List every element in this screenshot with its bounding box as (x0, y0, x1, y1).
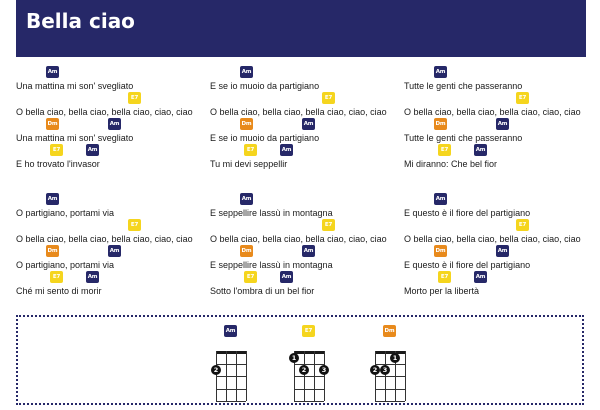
string-line (314, 351, 315, 401)
chord-chip-e7: E7 (128, 219, 141, 231)
chord-chip-e7: E7 (438, 144, 451, 156)
fret-line (216, 389, 246, 390)
chord-chip-e7: E7 (322, 219, 335, 231)
lyric-line (16, 193, 206, 219)
chord-diagram-dm (363, 325, 423, 405)
song-title: Bella ciao (26, 9, 135, 33)
chord-chip-am: Am (280, 271, 293, 283)
fret-line (216, 376, 246, 377)
lyric-line (16, 66, 206, 92)
finger-dot: 2 (370, 365, 380, 375)
lyric-text: E seppellire lassù in montagna (210, 208, 333, 218)
string-line (405, 351, 406, 401)
fretboard-grid (372, 351, 405, 401)
lyric-text: E seppellire lassù in montagna (210, 260, 333, 270)
chord-chip-e7: E7 (516, 92, 529, 104)
chord-chip-am: Am (496, 245, 509, 257)
nut (294, 351, 324, 354)
verse-2 (210, 66, 400, 170)
chord-chip-dm: Dm (46, 245, 59, 257)
lyric-text: Mi diranno: Che bel fior (404, 159, 498, 169)
fret-line (294, 376, 324, 377)
lyric-line (404, 118, 594, 144)
chord-diagram-name: Am (224, 325, 237, 337)
lyric-text: O partigiano, portami via (16, 260, 115, 270)
chord-chip-am: Am (108, 245, 121, 257)
lyric-line (210, 245, 400, 271)
lyric-text: Morto per la libertà (404, 286, 480, 296)
lyric-line (16, 245, 206, 271)
chord-diagram-name: E7 (302, 325, 315, 337)
chord-chip-e7: E7 (516, 219, 529, 231)
chord-chip-am: Am (240, 66, 253, 78)
chord-chip-e7: E7 (50, 271, 63, 283)
lyric-line (404, 144, 594, 170)
lyric-text: O partigiano, portami via (16, 208, 115, 218)
lyric-line (16, 92, 206, 118)
finger-dot: 1 (390, 353, 400, 363)
string-line (216, 351, 217, 401)
lyric-line (16, 118, 206, 144)
lyric-text: Una mattina mi son' svegliato (16, 81, 134, 91)
lyric-text: O bella ciao, bella ciao, bella ciao, ciao, ciao (210, 234, 387, 244)
lyric-line (210, 144, 400, 170)
chord-chip-e7: E7 (128, 92, 141, 104)
string-line (236, 351, 237, 401)
chord-diagram-e7 (282, 325, 342, 405)
lyric-line (210, 219, 400, 245)
chord-chip-am: Am (474, 144, 487, 156)
lyric-line (210, 193, 400, 219)
string-line (304, 351, 305, 401)
chord-chip-e7: E7 (438, 271, 451, 283)
lyric-text: O bella ciao, bella ciao, bella ciao, ciao, ciao (210, 107, 387, 117)
lyric-line (210, 66, 400, 92)
chord-chip-am: Am (108, 118, 121, 130)
nut (375, 351, 405, 354)
fret-line (375, 389, 405, 390)
lyric-text: Sotto l'ombra di un bel fior (210, 286, 315, 296)
lyric-line (404, 193, 594, 219)
chord-chip-e7: E7 (244, 144, 257, 156)
nut (216, 351, 246, 354)
string-line (246, 351, 247, 401)
verse-3 (404, 66, 594, 170)
lyric-text: O bella ciao, bella ciao, bella ciao, ciao, ciao (16, 234, 193, 244)
chord-chip-am: Am (240, 193, 253, 205)
fret-line (375, 401, 405, 402)
lyric-line (16, 271, 206, 297)
chord-chip-am: Am (474, 271, 487, 283)
finger-dot: 2 (211, 365, 221, 375)
verse-1 (16, 66, 206, 170)
fret-line (294, 389, 324, 390)
lyric-text: E questo è il fiore del partigiano (404, 208, 531, 218)
lyric-line (404, 245, 594, 271)
fret-line (375, 364, 405, 365)
chord-diagram-name: Dm (383, 325, 396, 337)
chord-chip-dm: Dm (434, 245, 447, 257)
chord-chip-am: Am (280, 144, 293, 156)
chord-chip-dm: Dm (240, 118, 253, 130)
fret-line (216, 401, 246, 402)
chord-chip-am: Am (496, 118, 509, 130)
fret-line (294, 364, 324, 365)
verse-5 (210, 193, 400, 297)
chord-chip-am: Am (302, 118, 315, 130)
string-line (226, 351, 227, 401)
fretboard-grid (213, 351, 246, 401)
chord-chip-am: Am (434, 193, 447, 205)
chord-chip-am: Am (46, 193, 59, 205)
chord-chip-e7: E7 (244, 271, 257, 283)
fret-line (294, 401, 324, 402)
title-bar (16, 0, 586, 57)
chord-diagram-am (204, 325, 264, 405)
lyric-line (16, 219, 206, 245)
verse-4 (16, 193, 206, 297)
lyric-text: O bella ciao, bella ciao, bella ciao, ciao, ciao (404, 234, 581, 244)
lyric-text: O bella ciao, bella ciao, bella ciao, ciao, ciao (16, 107, 193, 117)
string-line (385, 351, 386, 401)
lyric-line (404, 271, 594, 297)
finger-dot: 3 (319, 365, 329, 375)
lyric-text: E questo è il fiore del partigiano (404, 260, 531, 270)
lyric-text: E ho trovato l'invasor (16, 159, 100, 169)
chord-chip-am: Am (86, 271, 99, 283)
lyric-text: E se io muoio da partigiano (210, 133, 320, 143)
chord-chip-e7: E7 (322, 92, 335, 104)
lyric-text: Ché mi sento di morir (16, 286, 102, 296)
string-line (375, 351, 376, 401)
chord-chip-am: Am (46, 66, 59, 78)
lyric-line (210, 92, 400, 118)
chord-chip-dm: Dm (434, 118, 447, 130)
lyric-text: E se io muoio da partigiano (210, 81, 320, 91)
lyric-line (210, 118, 400, 144)
lyric-line (404, 219, 594, 245)
lyric-text: Tutte le genti che passeranno (404, 81, 523, 91)
fretboard-grid (291, 351, 327, 401)
lyric-line (16, 144, 206, 170)
lyric-text: Tutte le genti che passeranno (404, 133, 523, 143)
lyric-line (404, 66, 594, 92)
lyric-line (210, 271, 400, 297)
chord-chip-e7: E7 (50, 144, 63, 156)
finger-dot: 3 (380, 365, 390, 375)
verse-6 (404, 193, 594, 297)
string-line (324, 351, 325, 401)
finger-dot: 2 (299, 365, 309, 375)
lyric-text: O bella ciao, bella ciao, bella ciao, ciao, ciao (404, 107, 581, 117)
chord-chip-am: Am (302, 245, 315, 257)
lyric-text: Una mattina mi son' svegliato (16, 133, 134, 143)
fret-line (375, 376, 405, 377)
lyric-text: Tu mi devi seppellir (210, 159, 288, 169)
chord-diagrams-panel (16, 315, 584, 405)
chord-chip-dm: Dm (46, 118, 59, 130)
fret-line (216, 364, 246, 365)
lyric-line (404, 92, 594, 118)
chord-chip-dm: Dm (240, 245, 253, 257)
chord-chip-am: Am (434, 66, 447, 78)
finger-dot: 1 (289, 353, 299, 363)
chord-chip-am: Am (86, 144, 99, 156)
